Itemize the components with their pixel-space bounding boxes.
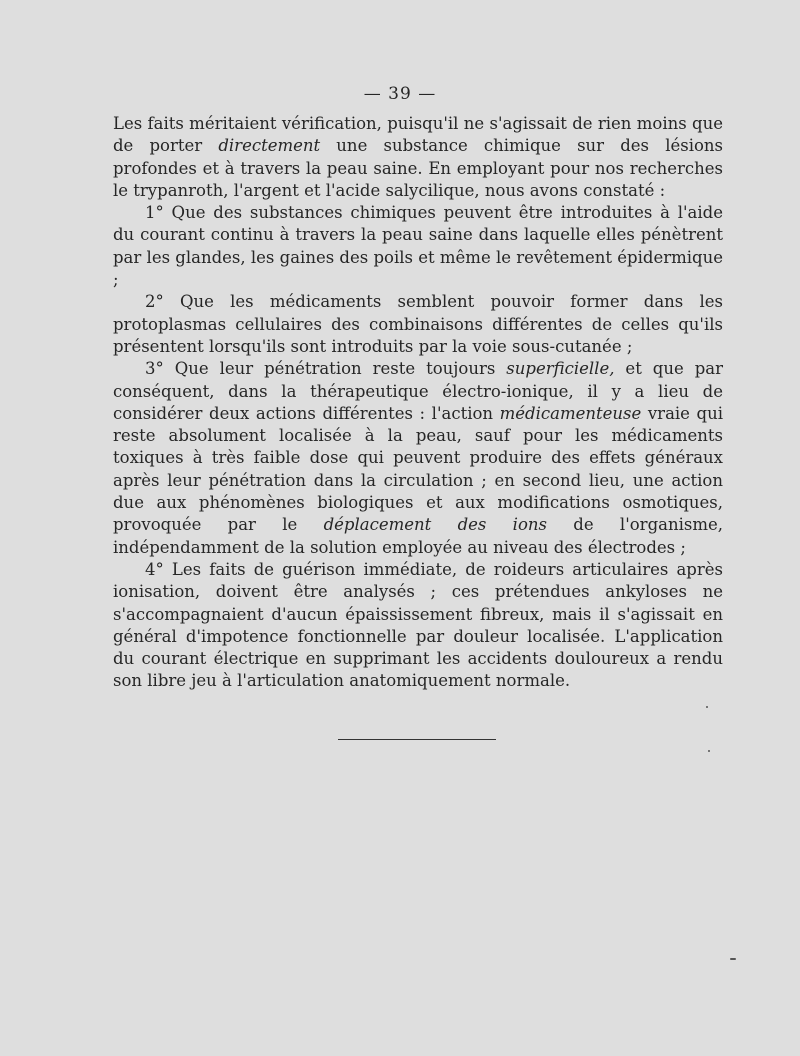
paragraph-point-3-text-2: et que par conséquent, dans la thérapeutique électro-ionique, il y a lieu de considérer deux actions différentes : l'action (113, 359, 723, 423)
paragraph-point-3-emphasis-1: superficielle, (506, 359, 615, 379)
paragraph-intro (113, 113, 723, 202)
body-text (113, 113, 723, 693)
paragraph-point-3-text-4: de l'organisme, indépendamment de la solution employée au niveau des électrodes ; (113, 515, 723, 557)
paragraph-point-1-text: 1° Que des substances chimiques peuvent être introduites à l'aide du courant continu à travers la peau saine dans laquelle elles pénètrent par les glandes, les gaines des poils et même le revêtement épidermique ; (113, 203, 723, 290)
paragraph-point-3-text-1: 3° Que leur pénétration reste toujours (145, 359, 507, 379)
paragraph-point-3 (113, 358, 723, 559)
paragraph-intro-text-1: Les faits méritaient vérification, puisqu'il ne s'agissait de rien moins que de porter (113, 114, 723, 156)
print-speck (706, 706, 708, 708)
paragraph-point-2-text: 2° Que les médicaments semblent pouvoir former dans les protoplasmas cellulaires des combinaisons différentes de celles qu'ils présentent lorsqu'ils sont introduits par la voie sous-cutanée ; (113, 292, 723, 356)
paragraph-point-1 (113, 202, 723, 291)
paragraph-point-2 (113, 291, 723, 358)
paragraph-intro-text-2: une substance chimique sur des lésions profondes et à travers la peau saine. En employant pour nos recherches le trypanroth, l'argent et l'acide salycilique, nous avons constaté : (113, 136, 724, 200)
paragraph-intro-emphasis: directement (218, 136, 321, 156)
print-speck (708, 750, 710, 752)
section-divider (338, 739, 496, 740)
paragraph-point-4 (113, 559, 723, 693)
print-speck (730, 958, 736, 960)
paragraph-point-4-text: 4° Les faits de guérison immédiate, de roideurs articulaires après ionisation, doivent être analysés ; ces prétendues ankyloses ne s'accompagnaient d'aucun épaississement fibreux, mais il s'agissait en général d'impotence fonctionnelle par douleur localisée. L'application du courant électrique en supprimant les accidents douloureux a rendu son libre jeu à l'articulation anatomiquement normale. (113, 559, 723, 691)
page-number: — 39 — (363, 84, 437, 104)
paragraph-point-3-emphasis-3: déplacement des ions (323, 515, 547, 535)
paragraph-point-3-text-3: vraie qui reste absolument localisée à la peau, sauf pour les médicaments toxiques à très faible dose qui peuvent produire des effets généraux après leur pénétration dans la circulation ; en second lieu, une action due aux phénomènes biologiques et aux modifications osmotiques, provoquée par le (113, 403, 724, 535)
paragraph-point-3-emphasis-2: médicamenteuse (499, 403, 642, 423)
